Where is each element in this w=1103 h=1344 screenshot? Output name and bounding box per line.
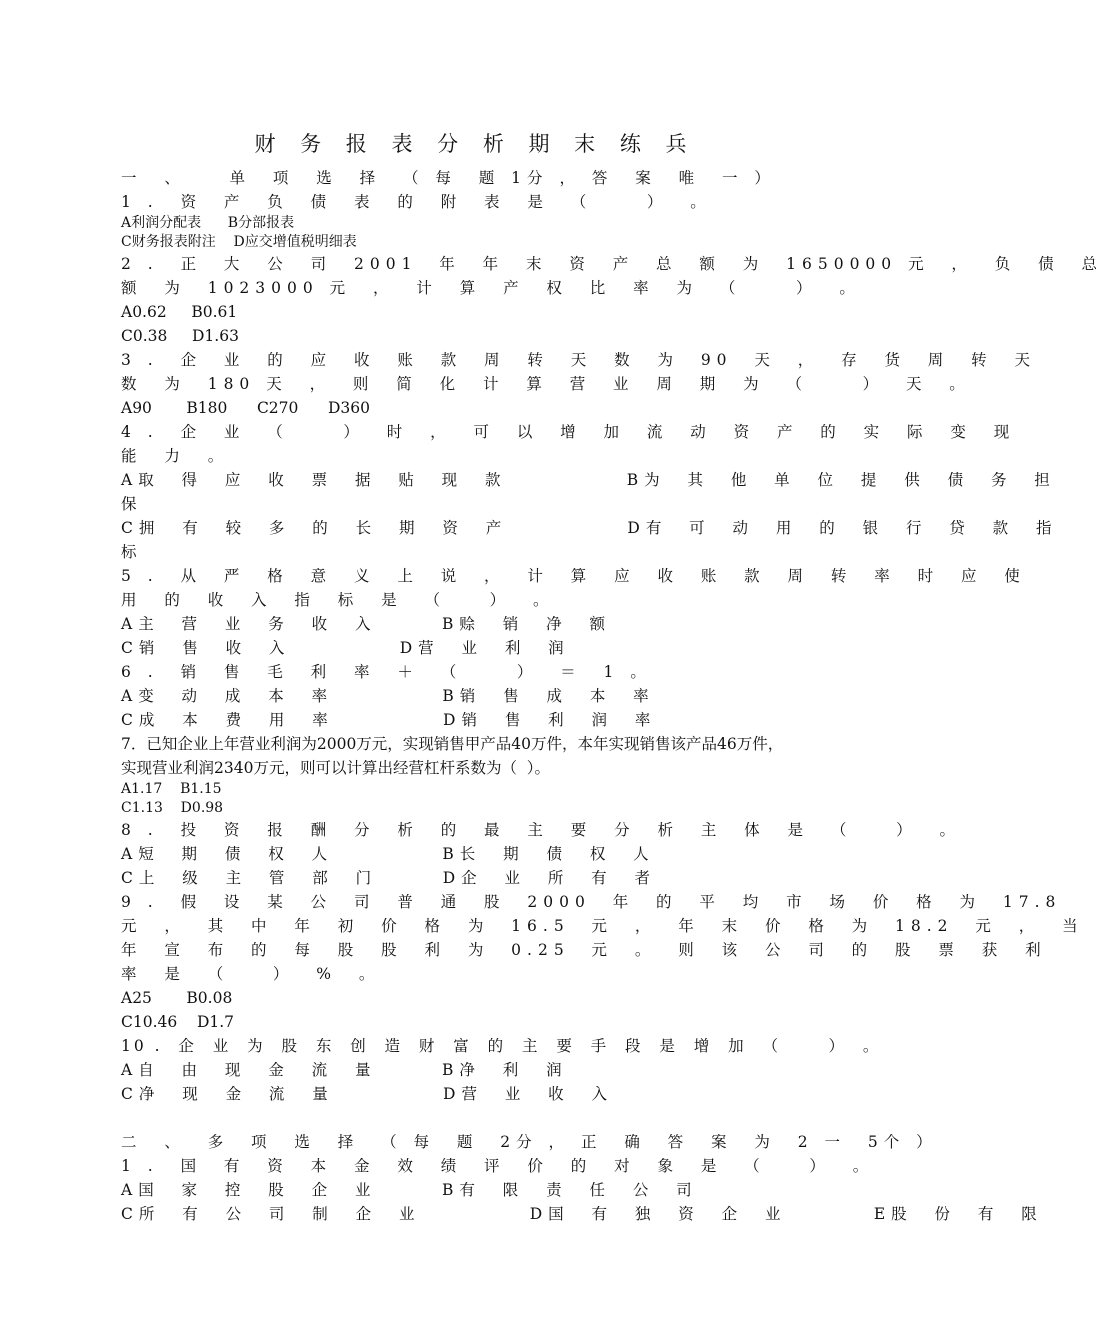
text-line: 率 是 （ ） % 。	[121, 965, 381, 983]
text-line: 实现营业利润2340万元，则可以计算出经营杠杆系数为（ ）。	[121, 759, 551, 777]
text-line: C财务报表附注 D应交增值税明细表	[121, 234, 357, 250]
text-line: 元 ， 其 中 年 初 价 格 为 16.5 元 ， 年 末 价 格 为 18.2 元 ， 当	[121, 917, 1084, 935]
text-line: A0.62 B0.61	[121, 303, 238, 321]
blank-line	[121, 1106, 921, 1130]
text-line: C0.38 D1.63	[121, 327, 239, 345]
text-line: A国 家 控 股 企 业 B有 限 责 任 公 司	[121, 1181, 698, 1199]
text-line: 10 . 企 业 为 股 东 创 造 财 富 的 主 要 手 段 是 增 加 （ ） 。	[121, 1037, 882, 1055]
text-line: 标	[121, 543, 143, 561]
text-line: 能 力 。	[121, 447, 230, 465]
text-line: C净 现 金 流 量 D营 业 收 入	[121, 1085, 614, 1103]
text-line: 一 、 单 项 选 择 （ 每 题 1分 ， 答 案 唯 一 ）	[121, 169, 776, 187]
text-line: 二 、 多 项 选 择 （ 每 题 2分 ， 正 确 答 案 为 2 一 5个 ）	[121, 1133, 938, 1151]
text-line: A变 动 成 本 率 B销 售 成 本 率	[121, 687, 655, 705]
text-line: 9 . 假 设 某 公 司 普 通 股 2000 年 的 平 均 市 场 价 格 为 17.8	[121, 893, 1062, 911]
text-line: 3 . 企 业 的 应 收 账 款 周 转 天 数 为 90 天 ， 存 货 周 转 天	[121, 351, 1037, 369]
text-line: A短 期 债 权 人 B长 期 债 权 人	[121, 845, 655, 863]
text-line: 5 . 从 严 格 意 义 上 说 ， 计 算 应 收 账 款 周 转 率 时 应 使	[121, 567, 1026, 585]
text-line: A利润分配表 B分部报表	[121, 215, 295, 231]
text-line: C拥 有 较 多 的 长 期 资 产 D有 可 动 用 的 银 行 贷 款 指	[121, 519, 1058, 537]
text-line: 1 . 国 有 资 本 金 效 绩 评 价 的 对 象 是 （ ） 。	[121, 1157, 875, 1175]
text-line: 年 宣 布 的 每 股 股 利 为 0.25 元 。 则 该 公 司 的 股 票 获 利	[121, 941, 1047, 959]
text-line: A25 B0.08	[121, 989, 233, 1007]
text-line: C所 有 公 司 制 企 业 D国 有 独 资 企 业 E股 份 有 限	[121, 1205, 1043, 1223]
text-line: 用 的 收 入 指 标 是 （ ） 。	[121, 591, 555, 609]
text-line: C10.46 D1.7	[121, 1013, 235, 1031]
text-line: 1 . 资 产 负 债 表 的 附 表 是 （ ） 。	[121, 193, 712, 211]
page-title: 财 务 报 表 分 析 期 末 练 兵	[254, 132, 696, 156]
text-line: A自 由 现 金 流 量 B净 利 润	[121, 1061, 568, 1079]
text-line: C1.13 D0.98	[121, 800, 224, 816]
text-line: A取 得 应 收 票 据 贴 现 款 B为 其 他 单 位 提 供 债 务 担	[121, 471, 1056, 489]
text-line: 保	[121, 495, 143, 513]
text-line: C销 售 收 入 D营 业 利 润	[121, 639, 570, 657]
text-line: A主 营 业 务 收 入 B赊 销 净 额	[121, 615, 611, 633]
text-line: A1.17 B1.15	[121, 781, 222, 797]
text-line: A90 B180 C270 D360	[121, 399, 370, 417]
text-line: 4 . 企 业 （ ） 时 ， 可 以 增 加 流 动 资 产 的 实 际 变 现	[121, 423, 1016, 441]
text-line: 2 . 正 大 公 司 2001 年 年 末 资 产 总 额 为 1650000 元 ， 负 债 总	[121, 255, 1103, 273]
text-line: 7．已知企业上年营业利润为2000万元，实现销售甲产品40万件，本年实现销售该产品46万件，	[121, 735, 784, 753]
question-list	[121, 166, 1103, 1226]
text-line: C成 本 费 用 率 D销 售 利 润 率	[121, 711, 657, 729]
text-line: C上 级 主 管 部 门 D企 业 所 有 者	[121, 869, 657, 887]
text-line: 8 . 投 资 报 酬 分 析 的 最 主 要 分 析 主 体 是 （ ） 。	[121, 821, 961, 839]
text-line: 数 为 180 天 ， 则 简 化 计 算 营 业 周 期 为 （ ） 天 。	[121, 375, 971, 393]
text-line: 额 为 1023000 元 ， 计 算 产 权 比 率 为 （ ） 。	[121, 279, 861, 297]
text-line: 6 . 销 售 毛 利 率 ＋ （ ） ＝ 1 。	[121, 663, 652, 681]
